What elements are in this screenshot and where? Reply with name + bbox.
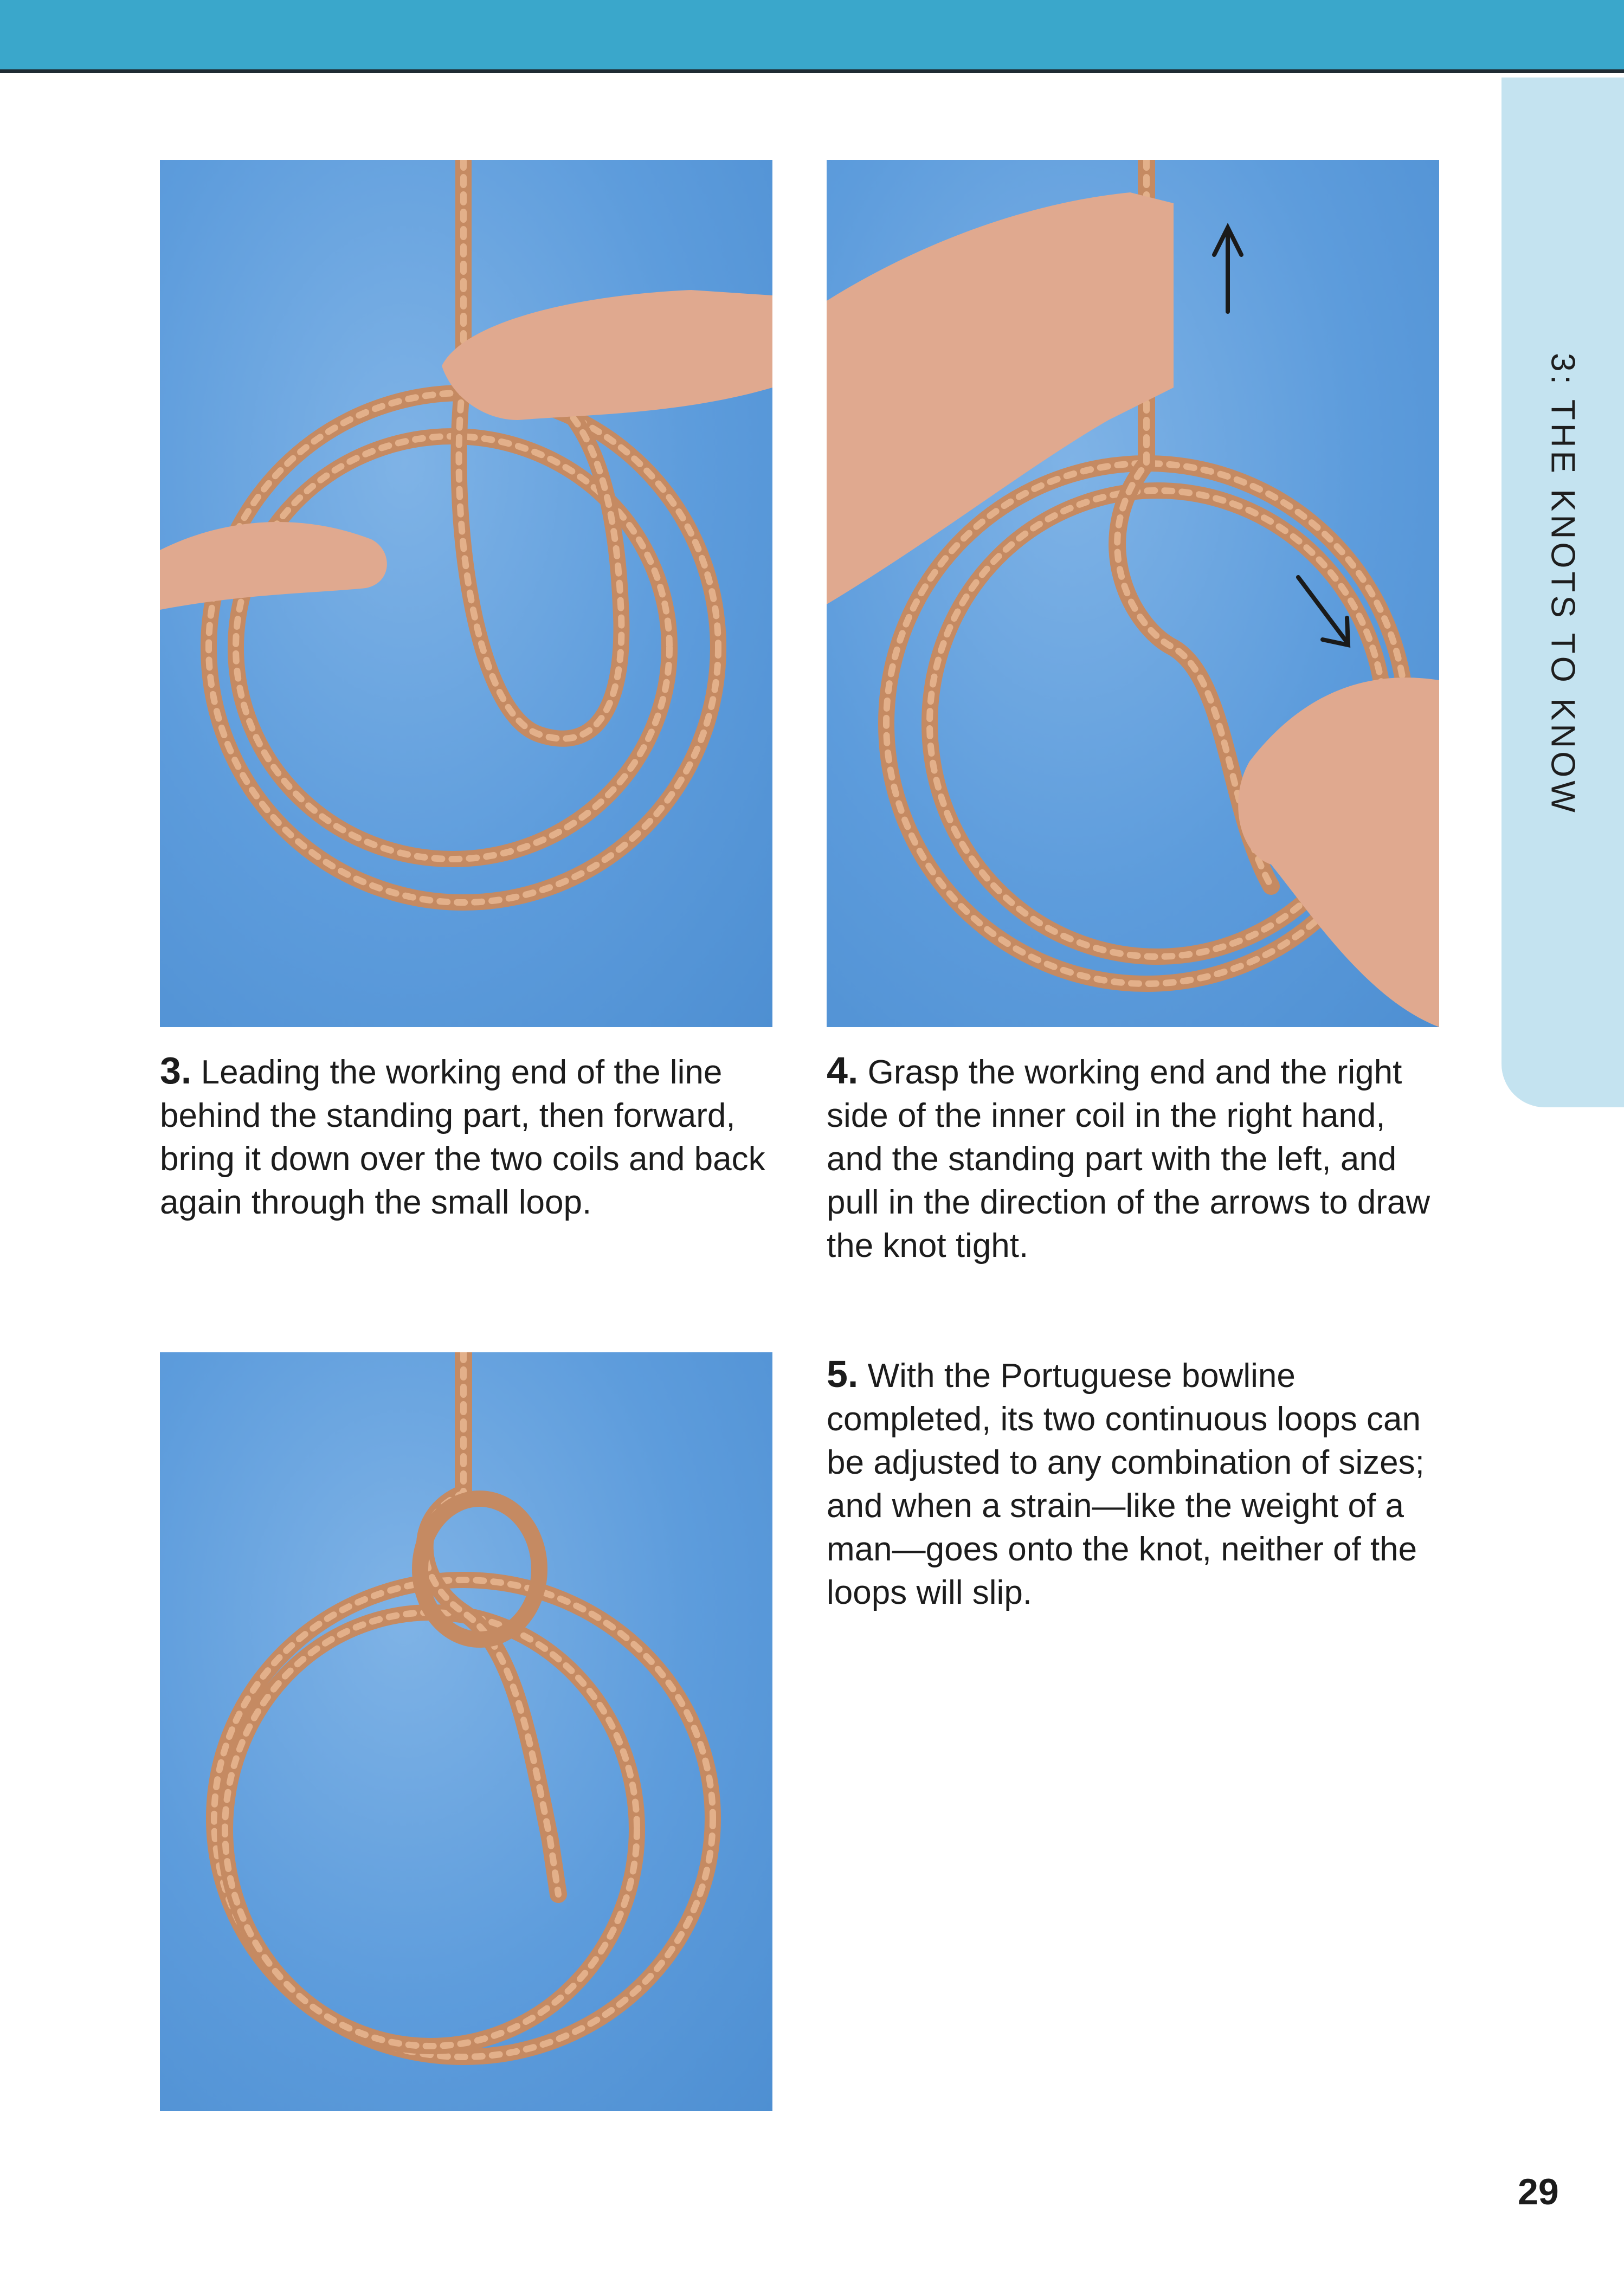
- header-band: [0, 0, 1624, 73]
- step-5-caption: [827, 1352, 1445, 1615]
- page-number: 29: [1518, 2171, 1559, 2212]
- step-4-text: Grasp the working end and the right side of the inner coil in the right hand, and the standing part with the left, and pull in the direction of the arrows to draw the knot tight.: [827, 1054, 1430, 1264]
- step-3-caption: [160, 1049, 778, 1224]
- chapter-side-tab-label: 3: THE KNOTS TO KNOW: [1544, 353, 1582, 816]
- step-5-text: With the Portuguese bowline completed, its two continuous loops can be adjusted to any combination of sizes; and when a strain—like the weight of a man—goes onto the knot, neither of the loops will slip.: [827, 1357, 1425, 1611]
- step-3-number: 3.: [160, 1049, 192, 1092]
- step-3-text: Leading the working end of the line behind the standing part, then forward, bring it down over the two coils and back again through the small loop.: [160, 1054, 765, 1221]
- step-5-number: 5.: [827, 1353, 859, 1395]
- step-3-photo: [160, 160, 772, 1027]
- step-5-photo: [160, 1352, 772, 2111]
- step-4-caption: [827, 1049, 1445, 1268]
- step-4-number: 4.: [827, 1049, 859, 1092]
- step-4-photo: [827, 160, 1439, 1027]
